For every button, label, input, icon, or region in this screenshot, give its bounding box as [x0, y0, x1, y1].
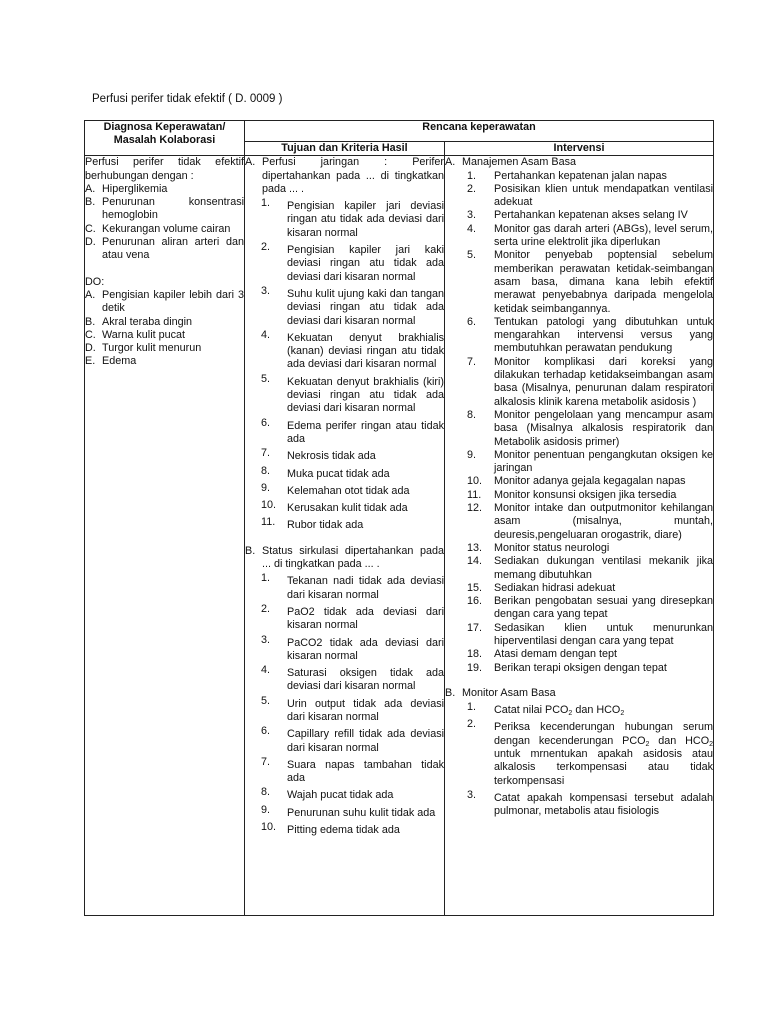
- criteria-item: 5. Kekuatan denyut brakhialis (kiri) deviasi ringan atu tidak ada deviasi dari kisaran normal: [261, 372, 444, 415]
- intervention-item: 17. Sedasikan klien untuk menurunkan hiperventilasi dengan cara yang tepat: [467, 621, 714, 647]
- criteria-item: 5. Urin output tidak ada deviasi dari kisaran normal: [261, 694, 444, 723]
- intervention-item: 9. Monitor penentuan pengangkutan oksigen ke jaringan: [467, 448, 714, 475]
- criteria-item: 7. Nekrosis tidak ada: [261, 447, 376, 463]
- criteria-item: 6. Edema perifer ringan atau tidak ada: [261, 416, 444, 445]
- cause-item: B. Penurunan konsentrasi hemoglobin: [85, 196, 244, 222]
- do-item: D. Turgor kulit menurun: [85, 342, 202, 355]
- criteria-item: 10. Kerusakan kulit tidak ada: [261, 499, 408, 515]
- criteria-item: 8. Muka pucat tidak ada: [261, 464, 390, 480]
- intervensi-a-list: [445, 170, 713, 675]
- intervention-item: 15. Sediakan hidrasi adekuat: [467, 581, 616, 594]
- do-item: A. Pengisian kapiler lebih dari 3 detik: [85, 288, 244, 315]
- header-diagnosa: Diagnosa Keperawatan/ Masalah Kolaborasi: [85, 121, 245, 156]
- intervention-item: 2. Posisikan klien untuk mendapatkan ventilasi adekuat: [467, 182, 714, 209]
- intervensi-b-list: [445, 701, 714, 818]
- do-label: DO:: [85, 275, 105, 288]
- criteria-item: 8. Wajah pucat tidak ada: [261, 786, 394, 802]
- header-intervensi: Intervensi: [445, 142, 714, 156]
- document-title: Perfusi perifer tidak efektif ( D. 0009 ): [92, 93, 283, 105]
- criteria-item: 10. Pitting edema tidak ada: [261, 821, 400, 837]
- criteria-item: 9. Penurunan suhu kulit tidak ada: [261, 803, 436, 819]
- intervention-item: 14. Sediakan dukungan ventilasi mekanik jika memang dibutuhkan: [467, 555, 714, 581]
- criteria-item: 4. Kekuatan denyut brakhialis (kanan) deviasi ringan atu tidak ada deviasi dari kisaran normal: [261, 328, 444, 371]
- diagnosa-cell: [85, 156, 245, 916]
- intervention-item: 13. Monitor status neurologi: [467, 541, 610, 554]
- criteria-item: 1. Pengisian kapiler jari deviasi ringan atu tidak ada deviasi dari kisaran normal: [261, 197, 444, 239]
- intervention-item: 11. Monitor konsunsi oksigen jika tersedia: [467, 488, 677, 501]
- criteria-item: 2. Pengisian kapiler jari kaki deviasi ringan atu tidak ada deviasi dari kisaran normal: [261, 241, 444, 283]
- criteria-item: 3. Suhu kulit ujung kaki dan tangan deviasi ringan atu tidak ada deviasi dari kisaran normal: [261, 284, 444, 327]
- intervention-item: 18. Atasi demam dengan tept: [467, 648, 618, 661]
- criteria-item: 2. PaO2 tidak ada deviasi dari kisaran normal: [261, 602, 444, 632]
- care-plan-table: [84, 120, 714, 916]
- intervention-item: 3. Catat apakah kompensasi tersebut adalah pulmonar, metabolis atau fisiologis: [467, 788, 714, 818]
- intervention-item: 12. Monitor intake dan outputmonitor kehilangan asam (misalnya, muntah, deuresis,pengeluaran orogastrik, diare): [467, 502, 714, 541]
- tujuan-b-list: [245, 572, 444, 837]
- criteria-item: 9. Kelemahan otot tidak ada: [261, 481, 410, 497]
- intervensi-section-b: B. Monitor Asam Basa: [445, 686, 556, 699]
- intervention-item: 16. Berikan pengobatan sesuai yang diresepkan dengan cara yang tepat: [467, 595, 714, 621]
- intervensi-cell: [445, 156, 714, 916]
- intervention-item: 8. Monitor pengelolaan yang mencampur asam basa (Misalnya alkalosis respiratorik dan Metabolik asidosis primer): [467, 408, 714, 448]
- criteria-item: 11. Rubor tidak ada: [261, 516, 364, 532]
- cause-item: A. Hiperglikemia: [85, 182, 168, 195]
- tujuan-a-list: [245, 197, 444, 533]
- header-tujuan: Tujuan dan Kriteria Hasil: [245, 142, 445, 156]
- do-item: E. Edema: [85, 355, 137, 368]
- diagnosa-intro: Perfusi perifer tidak efektif berhubungan dengan :: [85, 156, 244, 182]
- intervention-item: 3. Pertahankan kepatenan akses selang IV: [467, 209, 688, 222]
- causes-list: [85, 183, 244, 263]
- criteria-item: 1. Tekanan nadi tidak ada deviasi dari kisaran normal: [261, 572, 444, 601]
- intervention-item: 1. Pertahankan kepatenan jalan napas: [467, 169, 667, 182]
- tujuan-section-b: B. Status sirkulasi dipertahankan pada ... di tingkatkan pada ... .: [245, 544, 444, 571]
- criteria-item: 7. Suara napas tambahan tidak ada: [261, 755, 444, 785]
- intervention-item: 2. Periksa kecenderungan hubungan serum dengan kecenderungan $PCO_2$ dan $HCO_2$ untuk mrnentukan apakah asidosis atau alkalosis terkompensasi atau tidak terkompensasi: [467, 718, 714, 787]
- do-item: C. Warna kulit pucat: [85, 328, 186, 341]
- header-rencana: Rencana keperawatan: [245, 121, 714, 142]
- tujuan-cell: [245, 156, 445, 916]
- cause-item: C. Kekurangan volume cairan: [85, 222, 231, 235]
- intervention-item: 4. Monitor gas darah arteri (ABGs), level serum, serta urine elektrolit jika diperlukan: [467, 222, 714, 249]
- intervention-item: 1. Catat nilai $PCO_2$ dan $HCO_2$: [467, 701, 625, 718]
- intervention-item: 10. Monitor adanya gejala kegagalan napas: [467, 475, 686, 488]
- cause-item: D. Penurunan aliran arteri dan atau vena: [85, 236, 244, 262]
- criteria-item: 3. PaCO2 tidak ada deviasi dari kisaran normal: [261, 633, 444, 662]
- intervention-item: 5. Monitor penyebab poptensial sebelum memberikan perawatan ketidak-seimbangan asam basa, dimana kana lebih efektif merawat penyebabnya daripada mengelola ketidak seimbangannya.: [467, 249, 714, 315]
- do-list: [85, 289, 244, 369]
- intervention-item: 7. Monitor komplikasi dari koreksi yang dilakukan terhadap ketidakseimbangan asam basa (Misalnya, penurunan dalam respiratori alkalosis klinik karena metabolik asidosis ): [467, 355, 714, 408]
- criteria-item: 4. Saturasi oksigen tidak ada deviasi dari kisaran normal: [261, 664, 444, 693]
- criteria-item: 6. Capillary refill tidak ada deviasi dari kisaran normal: [261, 725, 444, 754]
- intervention-item: 6. Tentukan patologi yang dibutuhkan untuk mengarahkan intervensi versus yang membutuhkan perawatan pendukung: [467, 315, 714, 355]
- tujuan-section-a: A. Perfusi jaringan : Perifer dipertahankan pada ... di tingkatkan pada ... .: [245, 156, 444, 195]
- intervention-item: 19. Berikan terapi oksigen dengan tepat: [467, 661, 667, 674]
- do-item: B. Akral teraba dingin: [85, 315, 193, 328]
- intervensi-section-a: A. Manajemen Asam Basa: [445, 156, 577, 169]
